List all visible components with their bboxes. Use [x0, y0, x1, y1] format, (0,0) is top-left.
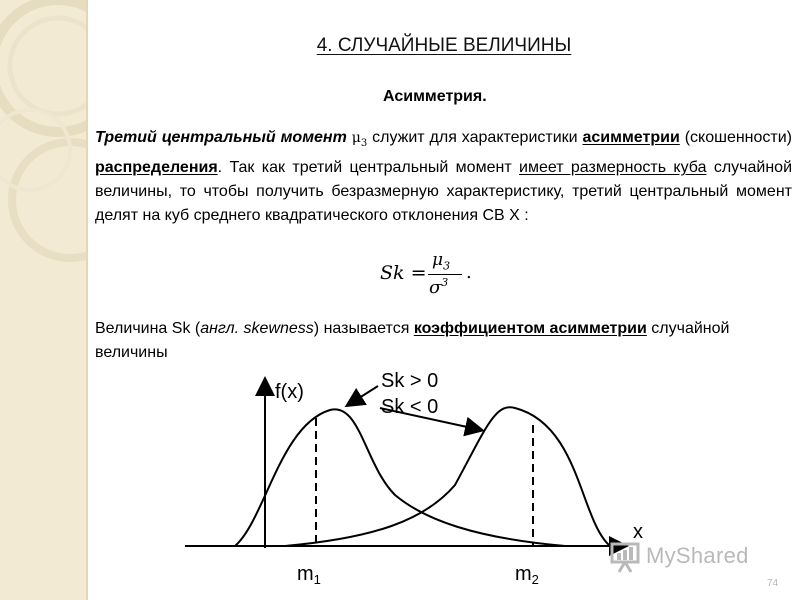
fraction-bar: [428, 274, 462, 275]
formula-mu: μ: [432, 250, 444, 270]
english-term: англ. skewness: [200, 320, 314, 337]
sidebar-divider: [86, 0, 88, 600]
para1-text-a: служит для характеристики: [367, 129, 583, 146]
para2-text-a: Величина Sk (: [95, 320, 201, 337]
para1-text-b: (скошенности): [679, 129, 792, 146]
para2-text-b: ) называется: [313, 320, 414, 337]
term-cube-dimension: имеет размерность куба: [519, 158, 707, 176]
paragraph-third-moment: [95, 126, 792, 228]
formula-denominator: [429, 276, 448, 298]
pointer-arrow-positive: [348, 386, 378, 405]
m2-letter: m: [515, 563, 532, 585]
formula-period: .: [466, 262, 472, 283]
term-asymmetry: асимметрии: [582, 129, 680, 146]
decorative-circles-graphic: [0, 0, 86, 600]
m2-subscript: 2: [531, 572, 539, 587]
skewness-formula: [380, 250, 490, 310]
formula-lhs: Sk =: [380, 262, 427, 284]
formula-numerator: [432, 250, 450, 272]
mu-subscript: 3: [360, 137, 368, 149]
watermark-text: MyShared: [646, 543, 749, 568]
label-sk-negative: Sk < 0: [381, 396, 439, 418]
formula-mu-sub: 3: [443, 259, 451, 273]
slide-subtitle: Асимметрия.: [383, 88, 487, 105]
term-distribution: распределения: [95, 158, 218, 176]
slide-title: [0, 35, 800, 57]
slide-title-text: 4. СЛУЧАЙНЫЕ ВЕЛИЧИНЫ: [316, 35, 572, 56]
formula-sigma-sup: 3: [441, 276, 449, 289]
page-number: 74: [767, 578, 779, 589]
term-third-central-moment: Третий центральный момент: [95, 129, 347, 146]
watermark: [610, 540, 760, 574]
y-axis-label: f(x): [275, 381, 304, 403]
term-skewness-coefficient: коэффициентом асимметрии: [413, 320, 647, 337]
m2-label: [515, 563, 539, 587]
x-axis-label: x: [633, 521, 643, 543]
presentation-icon: [610, 540, 642, 574]
curve-positive-skew: [235, 409, 565, 546]
mu-symbol: μ: [351, 130, 361, 146]
decorative-sidebar: [0, 0, 86, 600]
para1-text-c: . Так как третий центральный момент: [217, 158, 520, 176]
mu3-symbol: [351, 130, 368, 149]
para1-text-d: случайной величины, то чтобы получить безразмерную характеристику, третий центральный момент делят на куб среднего квадратического отклонения СВ Х :: [95, 158, 793, 224]
m1-label: [297, 563, 321, 587]
paragraph-skewness-definition: [95, 317, 792, 365]
curve-negative-skew: [285, 407, 610, 546]
para2-text-c: случайной величины: [95, 320, 730, 361]
m1-letter: m: [297, 563, 314, 585]
m1-subscript: 1: [313, 572, 321, 587]
skewness-diagram: [185, 370, 665, 590]
label-sk-positive: Sk > 0: [381, 370, 439, 392]
formula-sigma: σ: [429, 277, 442, 298]
